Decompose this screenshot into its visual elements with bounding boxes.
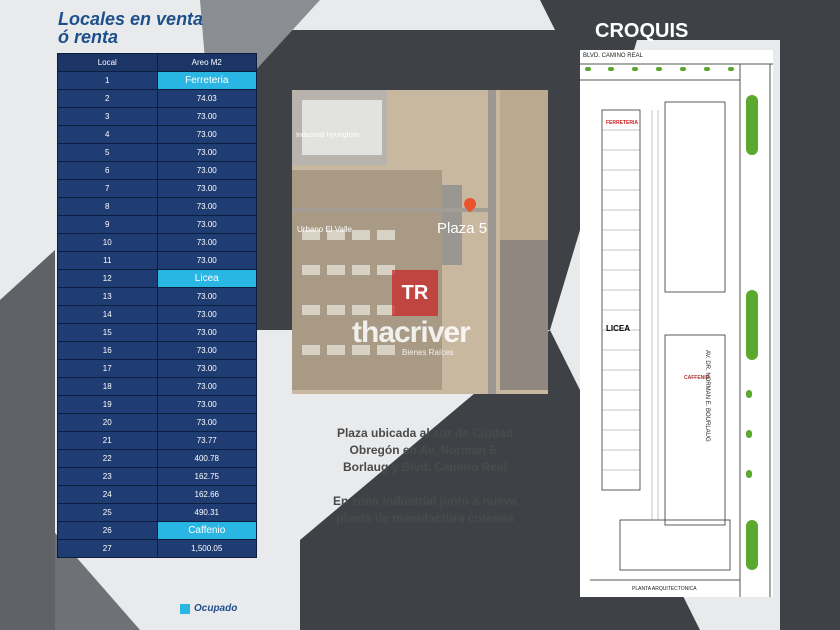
legend	[180, 603, 237, 614]
cell-area: 73.00	[157, 252, 257, 270]
cell-area: 1,500.05	[157, 540, 257, 558]
table-row	[58, 72, 257, 90]
cell-area: 73.00	[157, 288, 257, 306]
table-row	[58, 306, 257, 324]
cell-area: 73.77	[157, 432, 257, 450]
cell-area: 73.00	[157, 414, 257, 432]
table-row	[58, 180, 257, 198]
cell-local: 13	[58, 288, 158, 306]
cell-area: 73.00	[157, 198, 257, 216]
cell-area: 162.66	[157, 486, 257, 504]
table-row	[58, 288, 257, 306]
cell-local: 4	[58, 126, 158, 144]
cell-local: 24	[58, 486, 158, 504]
cell-local: 19	[58, 396, 158, 414]
cell-area-occupied: Licea	[157, 270, 257, 288]
table-row	[58, 234, 257, 252]
table-row	[58, 144, 257, 162]
legend-swatch	[180, 604, 190, 614]
cell-local: 18	[58, 378, 158, 396]
pin-label: Plaza 5	[437, 220, 488, 237]
watermark-brand: thacriver	[352, 316, 470, 349]
cell-area: 73.00	[157, 126, 257, 144]
table-row	[58, 468, 257, 486]
street-label-top: BLVD. CAMINO REAL	[583, 53, 643, 59]
table-row	[58, 252, 257, 270]
table-row	[58, 198, 257, 216]
cell-area-occupied: Ferreteria	[157, 72, 257, 90]
cell-area: 73.00	[157, 378, 257, 396]
table-row	[58, 486, 257, 504]
cell-local: 8	[58, 198, 158, 216]
page-title: Locales en venta ó renta	[58, 9, 204, 47]
legend-label: Ocupado	[194, 603, 238, 614]
table-row	[58, 396, 257, 414]
cell-local: 17	[58, 360, 158, 378]
street-label-side: AV. DR. NORMAN E. BOURLAUG	[704, 350, 710, 442]
cell-area: 73.00	[157, 216, 257, 234]
cell-local: 26	[58, 522, 158, 540]
watermark-subtitle: Bienes Raíces	[402, 348, 454, 357]
satellite-map	[292, 90, 548, 394]
cell-local: 11	[58, 252, 158, 270]
table-header-row	[58, 54, 257, 72]
cell-local: 15	[58, 324, 158, 342]
table-row	[58, 432, 257, 450]
cell-local: 27	[58, 540, 158, 558]
cell-area: 73.00	[157, 396, 257, 414]
cell-local: 6	[58, 162, 158, 180]
table-row	[58, 90, 257, 108]
cell-local: 2	[58, 90, 158, 108]
table-row	[58, 450, 257, 468]
table-row	[58, 360, 257, 378]
label-caffenio: CAFFENIO	[684, 375, 710, 381]
cell-area: 73.00	[157, 360, 257, 378]
table-row	[58, 162, 257, 180]
cell-area: 73.00	[157, 162, 257, 180]
cell-area: 400.78	[157, 450, 257, 468]
table-body	[58, 72, 257, 558]
cell-area-occupied: Caffenio	[157, 522, 257, 540]
table-row	[58, 324, 257, 342]
table-row	[58, 414, 257, 432]
cell-area: 162.75	[157, 468, 257, 486]
table-row	[58, 522, 257, 540]
table-row	[58, 216, 257, 234]
cell-local: 12	[58, 270, 158, 288]
cell-local: 10	[58, 234, 158, 252]
cell-local: 22	[58, 450, 158, 468]
plaza-description: Plaza ubicada al sur de Ciudad Obregón en Av. Norman E. Borlaug y Blvd. Camino Real En zona industrial junto a nueva planta de manufactura coreana	[332, 426, 518, 525]
table-row	[58, 540, 257, 558]
locales-table	[57, 53, 257, 558]
cell-area: 73.00	[157, 180, 257, 198]
cell-area: 74.03	[157, 90, 257, 108]
cell-area: 73.00	[157, 108, 257, 126]
cell-local: 25	[58, 504, 158, 522]
cell-local: 20	[58, 414, 158, 432]
cell-local: 3	[58, 108, 158, 126]
cell-local: 21	[58, 432, 158, 450]
table-row	[58, 126, 257, 144]
cell-local: 14	[58, 306, 158, 324]
cell-local: 7	[58, 180, 158, 198]
cell-local: 5	[58, 144, 158, 162]
cell-local: 23	[58, 468, 158, 486]
table-row	[58, 378, 257, 396]
watermark-logo: TR	[392, 270, 438, 316]
area-label-colonia: Urbano El Valle	[297, 225, 352, 234]
label-ferreteria: FERRETERIA	[606, 120, 638, 126]
cell-area: 490.31	[157, 504, 257, 522]
croquis-title: CROQUIS	[595, 20, 689, 42]
cell-local: 9	[58, 216, 158, 234]
cell-area: 73.00	[157, 306, 257, 324]
table-row	[58, 504, 257, 522]
area-label-industrial: Industrial Hyunghsin	[296, 132, 360, 139]
table-row	[58, 108, 257, 126]
cell-local: 1	[58, 72, 158, 90]
plan-bottom-label: PLANTA ARQUITECTONICA	[632, 586, 697, 592]
cell-local: 16	[58, 342, 158, 360]
label-licea: LICEA	[606, 324, 630, 333]
column-header-area: Areo M2	[157, 54, 257, 72]
column-header-local: Local	[58, 54, 158, 72]
cell-area: 73.00	[157, 234, 257, 252]
cell-area: 73.00	[157, 342, 257, 360]
table-row	[58, 270, 257, 288]
table-row	[58, 342, 257, 360]
cell-area: 73.00	[157, 144, 257, 162]
cell-area: 73.00	[157, 324, 257, 342]
site-plan	[580, 50, 773, 597]
